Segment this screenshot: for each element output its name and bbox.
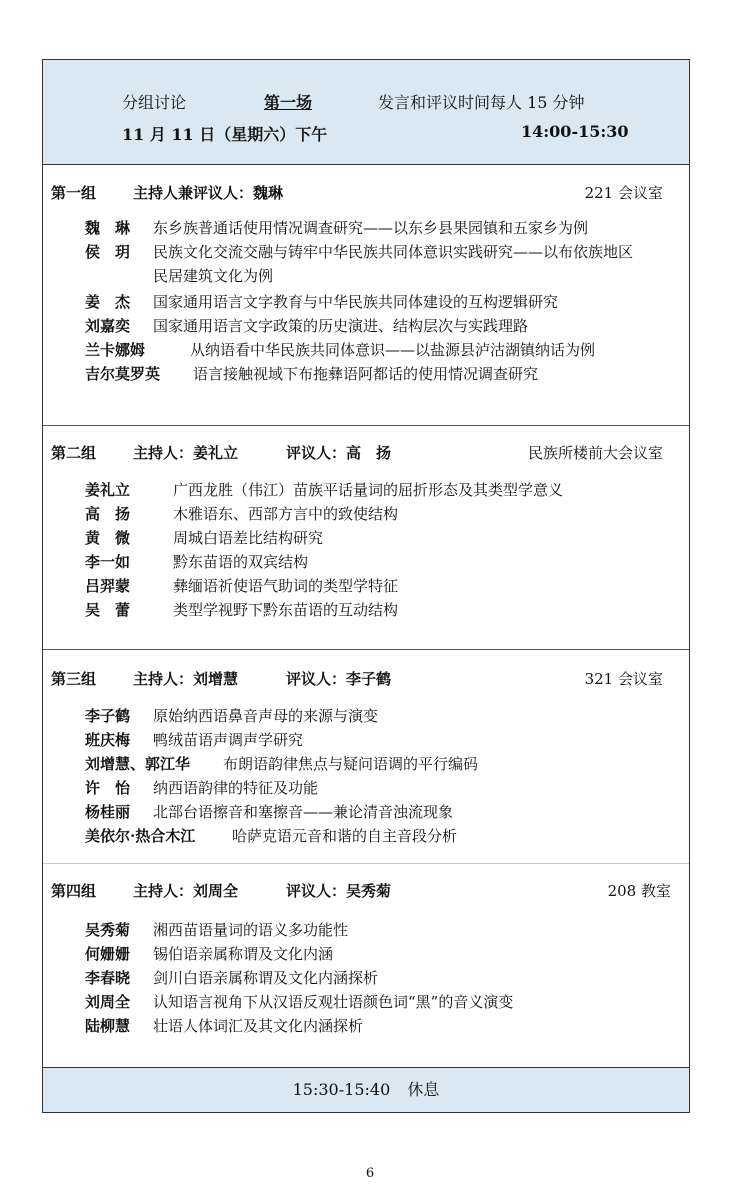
session-number: 第一场 — [264, 93, 313, 112]
reviewer: 评议人：高 扬 — [286, 444, 392, 462]
room: 民族所楼前大会议室 — [527, 444, 663, 462]
group-header — [43, 668, 689, 692]
host: 主持人：刘增慧 — [133, 670, 239, 688]
speaker: 班庆梅 — [85, 731, 131, 749]
room: 321 会议室 — [584, 670, 663, 688]
speaker: 吴秀菊 — [85, 921, 131, 939]
room: 208 教室 — [607, 882, 671, 900]
speaker: 黄 微 — [85, 529, 131, 547]
reviewer: 评议人：李子鹤 — [286, 670, 392, 688]
speaker: 刘周全 — [85, 993, 131, 1011]
talk-title: 东乡族普通话使用情况调查研究——以东乡县果园镇和五家乡为例 — [153, 219, 589, 237]
room: 221 会议室 — [584, 184, 663, 202]
talk-title: 广西龙胜（伟江）苗族平话量词的屈折形态及其类型学意义 — [173, 481, 564, 499]
speaker: 吉尔莫罗英 — [85, 365, 161, 383]
speaker: 李春晓 — [85, 969, 131, 987]
break-row — [43, 1067, 689, 1112]
talk-title: 黔东苗语的双宾结构 — [173, 553, 309, 571]
host-reviewer: 主持人兼评议人：魏琳 — [133, 184, 284, 202]
session-date: 11 月 11 日（星期六）下午 — [122, 125, 328, 144]
talk-title: 北部台语擦音和塞擦音——兼论清音浊流现象 — [153, 803, 454, 821]
group-divider — [43, 649, 689, 650]
speaker: 陆柳慧 — [85, 1017, 131, 1035]
speaker: 李一如 — [85, 553, 131, 571]
session-time: 14:00-15:30 — [521, 122, 629, 141]
speaker: 魏 琳 — [85, 219, 131, 237]
talk-title: 认知语言视角下从汉语反观壮语颜色词“黑”的音义演变 — [153, 993, 514, 1011]
talk-title: 类型学视野下黔东苗语的互动结构 — [173, 601, 399, 619]
speaker: 吴 蕾 — [85, 601, 131, 619]
talk-title: 锡伯语亲属称谓及文化内涵 — [153, 945, 334, 963]
group-name: 第四组 — [51, 882, 97, 900]
group-header — [43, 182, 689, 206]
talk-title: 语言接触视域下布拖彝语阿都话的使用情况调查研究 — [193, 365, 539, 383]
speaker: 李子鹤 — [85, 707, 131, 725]
group-header — [43, 442, 689, 466]
speaker: 刘增慧、郭江华 — [85, 755, 191, 773]
talk-title: 国家通用语言文字教育与中华民族共同体建设的互构逻辑研究 — [153, 293, 559, 311]
talk-title: 从纳语看中华民族共同体意识——以盐源县泸沽湖镇纳话为例 — [190, 341, 596, 359]
talk-title: 彝缅语祈使语气助词的类型学特征 — [173, 577, 399, 595]
page-number: 6 — [365, 1166, 375, 1181]
talk-title: 纳西语韵律的特征及功能 — [153, 779, 319, 797]
group-name: 第二组 — [51, 444, 97, 462]
reviewer: 评议人：吴秀菊 — [286, 882, 392, 900]
speaker: 姜 杰 — [85, 293, 131, 311]
session-header — [43, 60, 689, 165]
host: 主持人：姜礼立 — [133, 444, 239, 462]
talk-title: 壮语人体词汇及其文化内涵探析 — [153, 1017, 364, 1035]
talk-title: 剑川白语亲属称谓及文化内涵探析 — [153, 969, 379, 987]
speaker: 姜礼立 — [85, 481, 131, 499]
break-label: 休息 — [407, 1080, 440, 1099]
talk-title: 国家通用语言文字政策的历史演进、结构层次与实践理路 — [153, 317, 529, 335]
speaker: 高 扬 — [85, 505, 131, 523]
group-header — [43, 880, 689, 904]
talk-title: 木雅语东、西部方言中的致使结构 — [173, 505, 399, 523]
session-label: 分组讨论 — [122, 93, 187, 112]
break-time: 15:30-15:40 — [292, 1080, 391, 1099]
talk-title: 湘西苗语量词的语义多功能性 — [153, 921, 349, 939]
session-note: 发言和评议时间每人 15 分钟 — [378, 93, 585, 112]
speaker: 美依尔·热合木江 — [85, 827, 196, 845]
speaker: 吕羿蒙 — [85, 577, 131, 595]
speaker: 刘嘉奕 — [85, 317, 131, 335]
schedule-table — [42, 59, 690, 1113]
talk-title: 原始纳西语鼻音声母的来源与演变 — [153, 707, 379, 725]
speaker: 侯 玥 — [85, 243, 131, 261]
talk-title: 鸭绒苗语声调声学研究 — [153, 731, 304, 749]
group-name: 第三组 — [51, 670, 97, 688]
speaker: 兰卡娜姆 — [85, 341, 146, 359]
talk-title: 民族文化交流交融与铸牢中华民族共同体意识实践研究——以布依族地区民居建筑文化为例 — [153, 243, 634, 285]
host: 主持人：刘周全 — [133, 882, 239, 900]
speaker: 杨桂丽 — [85, 803, 131, 821]
talk-title: 哈萨克语元音和谐的自主音段分析 — [232, 827, 458, 845]
group-name: 第一组 — [51, 184, 97, 202]
group-divider — [43, 425, 689, 426]
group-divider — [43, 863, 689, 864]
talk-title: 布朗语韵律焦点与疑问语调的平行编码 — [223, 755, 479, 773]
speaker: 许 怡 — [85, 779, 131, 797]
talk-title: 周城白语差比结构研究 — [173, 529, 324, 547]
speaker: 何姗姗 — [85, 945, 131, 963]
